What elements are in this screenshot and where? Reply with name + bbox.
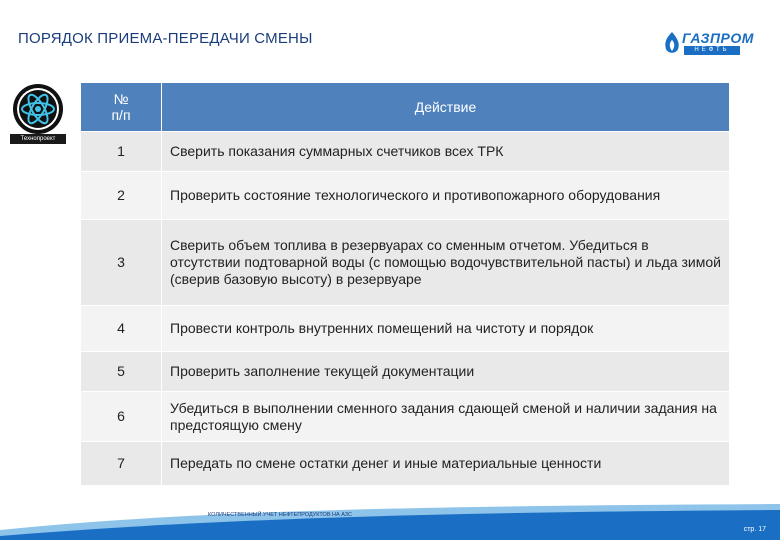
row-action: Убедиться в выполнении сменного задания сдающей сменой и наличии задания на предстоящую смену [162, 392, 730, 442]
row-number: 6 [81, 392, 162, 442]
table-row [81, 306, 730, 352]
procedure-table [80, 82, 730, 486]
atom-icon [8, 82, 68, 138]
table-row [81, 172, 730, 220]
technoproekt-label: Технопроект [10, 134, 66, 144]
row-action: Сверить объем топлива в резервуарах со сменным отчетом. Убедиться в отсутствии подтоварной воды (с помощью водочувствительной пасты) и льда зимой (сверив базовую высоту) в резервуаре [162, 220, 730, 306]
row-number: 7 [81, 442, 162, 486]
footer-caption: КОЛИЧЕСТВЕННЫЙ УЧЕТ НЕФТЕПРОДУКТОВ НА АЗС [208, 512, 353, 518]
table-header-row [81, 83, 730, 132]
flame-icon [662, 30, 682, 56]
footer-wave [0, 502, 780, 540]
row-action: Проверить состояние технологического и противопожарного оборудования [162, 172, 730, 220]
slide-title: ПОРЯДОК ПРИЕМА-ПЕРЕДАЧИ СМЕНЫ [18, 30, 313, 47]
logo-sub: НЕФТЬ [684, 46, 740, 55]
table-row [81, 132, 730, 172]
gazprom-neft-logo [662, 30, 754, 56]
row-number: 2 [81, 172, 162, 220]
page-number: стр. 17 [743, 526, 766, 533]
table-row [81, 442, 730, 486]
row-number: 1 [81, 132, 162, 172]
row-number: 5 [81, 352, 162, 392]
logo-word: ГАЗПРОМ [682, 30, 754, 46]
table-row [81, 220, 730, 306]
row-number: 3 [81, 220, 162, 306]
row-action: Провести контроль внутренних помещений на чистоту и порядок [162, 306, 730, 352]
technoproekt-logo [8, 82, 68, 146]
table-row [81, 352, 730, 392]
table-row [81, 392, 730, 442]
column-header-number: № п/п [81, 83, 162, 132]
column-header-action: Действие [162, 83, 730, 132]
row-action: Передать по смене остатки денег и иные материальные ценности [162, 442, 730, 486]
row-number: 4 [81, 306, 162, 352]
row-action: Проверить заполнение текущей документации [162, 352, 730, 392]
row-action: Сверить показания суммарных счетчиков всех ТРК [162, 132, 730, 172]
